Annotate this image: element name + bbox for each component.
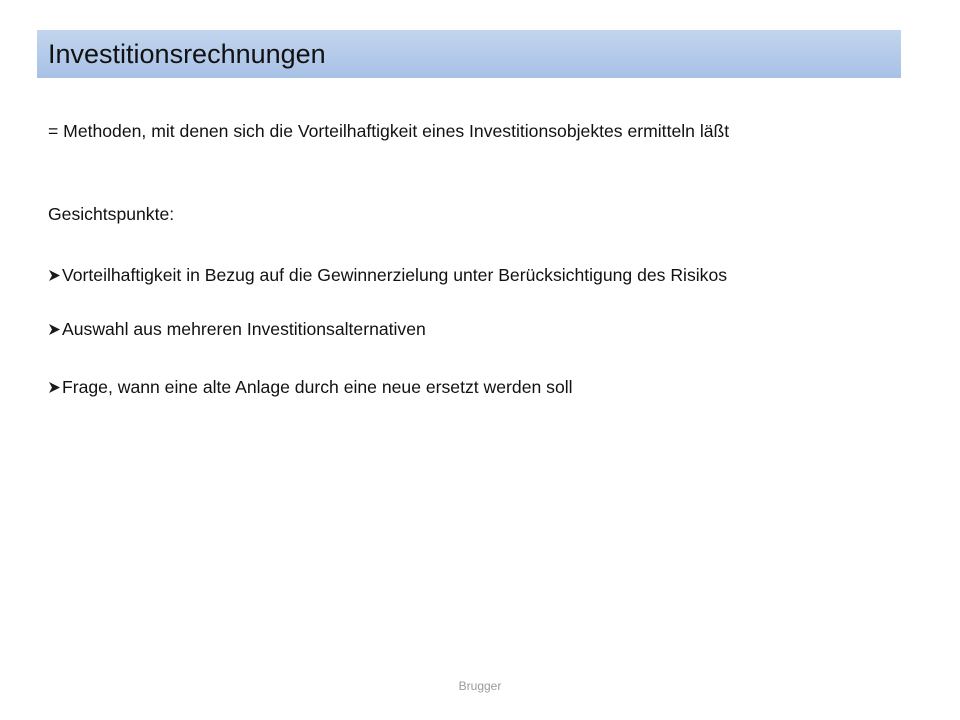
title-bar [37,30,901,78]
footer-author: Brugger [458,679,502,693]
bullet-text: Vorteilhaftigkeit in Bezug auf die Gewinnerzielung unter Berücksichtigung des Risikos [62,265,728,285]
bullet-item [48,264,727,286]
bullet-text: Frage, wann eine alte Anlage durch eine neue ersetzt werden soll [62,377,573,397]
bullet-item [48,376,573,398]
slide-title: Investitionsrechnungen [48,39,326,69]
aspects-label: Gesichtspunkte: [48,204,175,224]
arrowhead-bullet-icon [48,269,61,282]
bullet-text: Auswahl aus mehreren Investitionsalternativen [62,319,426,339]
bullet-item [48,318,426,340]
arrowhead-bullet-icon [48,323,61,336]
definition-text: = Methoden, mit denen sich die Vorteilhaftigkeit eines Investitionsobjektes ermitteln läßt [48,121,730,141]
arrowhead-bullet-icon [48,381,61,394]
